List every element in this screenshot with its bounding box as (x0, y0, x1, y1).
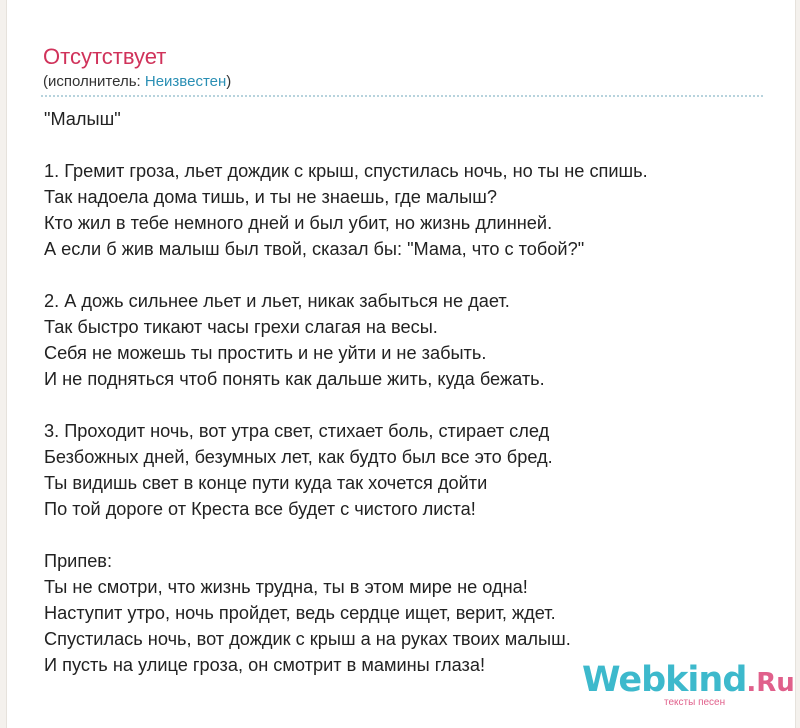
song-name: "Малыш" (44, 109, 121, 129)
artist-suffix: ) (226, 73, 232, 90)
verse2-line: И не подняться чтоб понять как дальше жить, куда бежать. (44, 369, 545, 389)
artist-link[interactable]: Неизвестен (144, 73, 227, 90)
verse1-line: Кто жил в тебе немного дней и был убит, но жизнь длинней. (44, 213, 553, 233)
chorus-line: Ты не смотри, что жизнь трудна, ты в этом мире не одна! (44, 577, 528, 597)
chorus-line: И пусть на улице гроза, он смотрит в мамины глаза! (44, 655, 486, 675)
stanza-gap (44, 132, 764, 158)
verse3-line: 3. Проходит ночь, вот утра свет, стихает боль, стирает след (44, 421, 550, 441)
verse3-line: Ты видишь свет в конце пути куда так хочется дойти (44, 473, 488, 493)
song-title: Отсутствует (43, 44, 167, 69)
artist-prefix: (исполнитель: (43, 73, 145, 90)
verse3-line: Безбожных дней, безумных лет, как будто был все это бред. (44, 447, 553, 467)
stanza-gap (44, 262, 764, 288)
lyrics-block (44, 106, 764, 678)
artist-line (43, 73, 231, 91)
stanza-gap (44, 392, 764, 418)
verse2-line: Так быстро тикают часы грехи слагая на весы. (44, 317, 438, 337)
verse2-line: Себя не можешь ты простить и не уйти и не забыть. (44, 343, 487, 363)
chorus-heading: Припев: (44, 551, 113, 571)
webkind-logo[interactable] (578, 660, 795, 710)
page-sheet (6, 0, 796, 728)
logo-tagline: тексты песен (664, 697, 726, 708)
verse1-line: 1. Гремит гроза, льет дождик с крыш, спустилась ночь, но ты не спишь. (44, 161, 648, 181)
chorus-line: Наступит утро, ночь пройдет, ведь сердце ищет, верит, ждет. (44, 603, 556, 623)
logo-main-text: Webkind (582, 660, 747, 700)
header-divider (41, 95, 763, 97)
chorus-line: Спустилась ночь, вот дождик с крыш а на руках твоих малыш. (44, 629, 571, 649)
stanza-gap (44, 522, 764, 548)
logo-suffix: .Ru (746, 668, 795, 698)
verse1-line: А если б жив малыш был твой, сказал бы: "Мама, что с тобой?" (44, 239, 585, 259)
verse3-line: По той дороге от Креста все будет с чистого листа! (44, 499, 476, 519)
verse1-line: Так надоела дома тишь, и ты не знаешь, где малыш? (44, 187, 497, 207)
verse2-line: 2. А дожь сильнее льет и льет, никак забыться не дает. (44, 291, 510, 311)
